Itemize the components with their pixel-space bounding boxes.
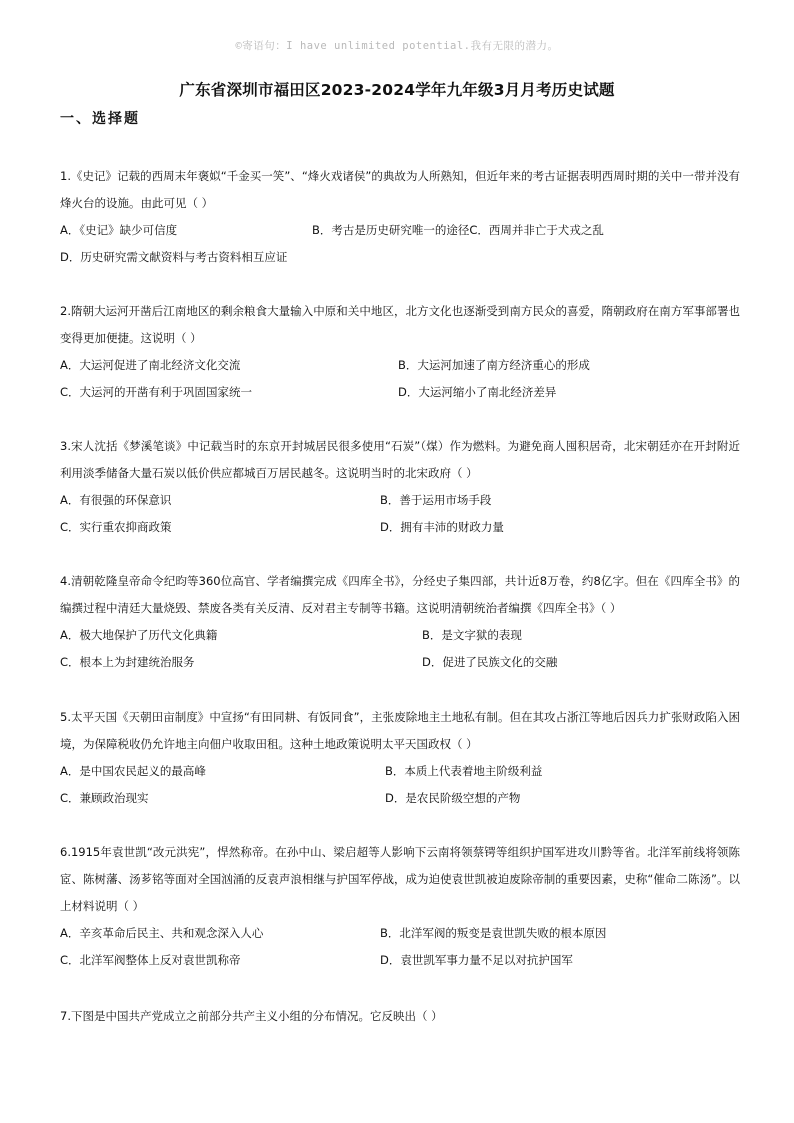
option-c[interactable]: C．大运河的开凿有利于巩固国家统一 bbox=[60, 385, 253, 399]
question-4 bbox=[60, 568, 740, 676]
option-b[interactable]: B．北洋军阀的叛变是袁世凯失败的根本原因 bbox=[380, 926, 607, 940]
option-b[interactable]: B．本质上代表着地主阶级利益 bbox=[385, 764, 543, 778]
option-d[interactable]: D．是农民阶级空想的产物 bbox=[385, 791, 521, 805]
option-d[interactable]: D．促进了民族文化的交融 bbox=[422, 655, 558, 669]
section-heading: 一、选择题 bbox=[60, 111, 140, 127]
question-stem: 5.太平天国《天朝田亩制度》中宣扬“有田同耕、有饭同食”，主张废除地主土地私有制。但在其攻占浙江等地后因兵力扩张财政陷入困境，为保障税收仍允许地主向佃户收取田租。这种土地政策说明太平天国政权（ ） bbox=[60, 710, 740, 751]
question-stem: 2.隋朝大运河开凿后江南地区的剩余粮食大量输入中原和关中地区，北方文化也逐渐受到南方民众的喜爱，隋朝政府在南方军事部署也变得更加便捷。这说明（ ） bbox=[60, 304, 740, 345]
option-b[interactable]: B．考古是历史研究唯一的途径 bbox=[312, 223, 470, 237]
question-stem: 1.《史记》记载的西周末年褒姒“千金买一笑”、“烽火戏诸侯”的典故为人所熟知，但近年来的考古证据表明西周时期的关中一带并没有烽火台的设施。由此可见（ ） bbox=[60, 169, 740, 210]
option-c[interactable]: C．北洋军阀整体上反对袁世凯称帝 bbox=[60, 953, 241, 967]
option-a[interactable]: A．《史记》缺少可信度 bbox=[60, 223, 178, 237]
option-c[interactable]: C．西周并非亡于犬戎之乱 bbox=[469, 223, 604, 237]
option-a[interactable]: A．大运河促进了南北经济文化交流 bbox=[60, 358, 241, 372]
option-b[interactable]: B．是文字狱的表现 bbox=[422, 628, 522, 642]
option-c[interactable]: C．兼顾政治现实 bbox=[60, 791, 149, 805]
option-b[interactable]: B．大运河加速了南方经济重心的形成 bbox=[398, 358, 590, 372]
option-a[interactable]: A．有很强的环保意识 bbox=[60, 493, 172, 507]
option-a[interactable]: A．是中国农民起义的最高峰 bbox=[60, 764, 206, 778]
question-stem: 3.宋人沈括《梦溪笔谈》中记载当时的东京开封城居民很多使用“石炭”（煤）作为燃料。为避免商人囤积居奇，北宋朝廷亦在开封附近利用淡季储备大量石炭以低价供应都城百万居民越冬。这说明当时的北宋政府（ ） bbox=[60, 439, 740, 480]
options bbox=[60, 487, 740, 541]
option-d[interactable]: D．拥有丰沛的财政力量 bbox=[380, 520, 504, 534]
option-a[interactable]: A．辛亥革命后民主、共和观念深入人心 bbox=[60, 926, 264, 940]
option-d[interactable]: D．历史研究需文献资料与考古资料相互应证 bbox=[60, 250, 288, 264]
options bbox=[60, 920, 740, 974]
option-b[interactable]: B．善于运用市场手段 bbox=[380, 493, 492, 507]
question-2 bbox=[60, 298, 740, 406]
question-6 bbox=[60, 839, 740, 974]
option-c[interactable]: C．根本上为封建统治服务 bbox=[60, 655, 195, 669]
options bbox=[60, 352, 740, 406]
question-5 bbox=[60, 704, 740, 812]
option-d[interactable]: D．大运河缩小了南北经济差异 bbox=[398, 385, 557, 399]
question-7 bbox=[60, 1003, 740, 1030]
option-a[interactable]: A．极大地保护了历代文化典籍 bbox=[60, 628, 218, 642]
option-d[interactable]: D．袁世凯军事力量不足以对抗护国军 bbox=[380, 953, 573, 967]
option-c[interactable]: C．实行重农抑商政策 bbox=[60, 520, 172, 534]
watermark: ©寄语句：I have unlimited potential.我有无限的潜力。 bbox=[235, 40, 559, 52]
question-stem: 6.1915年袁世凯“改元洪宪”，悍然称帝。在孙中山、梁启超等人影响下云南将领蔡锷等组织护国军进攻川黔等省。北洋军前线将领陈宧、陈树藩、汤芗铭等面对全国汹涌的反袁声浪相继与护国军停战，成为迫使袁世凯被迫废除帝制的重要因素，史称“催命二陈汤”。以上材料说明（ ） bbox=[60, 845, 740, 913]
question-stem: 4.清朝乾隆皇帝命令纪昀等360位高官、学者编撰完成《四库全书》，分经史子集四部，共计近8万卷，约8亿字。但在《四库全书》的编撰过程中清廷大量烧毁、禁废各类有关反清、反对君主专制等书籍。这说明清朝统治者编撰《四库全书》（ ） bbox=[60, 574, 740, 615]
question-3 bbox=[60, 433, 740, 541]
options bbox=[60, 622, 740, 676]
page-title: 广东省深圳市福田区2023-2024学年九年级3月月考历史试题 bbox=[179, 81, 615, 99]
question-1 bbox=[60, 163, 740, 271]
question-stem: 7.下图是中国共产党成立之前部分共产主义小组的分布情况。它反映出（ ） bbox=[60, 1009, 443, 1023]
options bbox=[60, 758, 740, 812]
options bbox=[60, 217, 740, 271]
